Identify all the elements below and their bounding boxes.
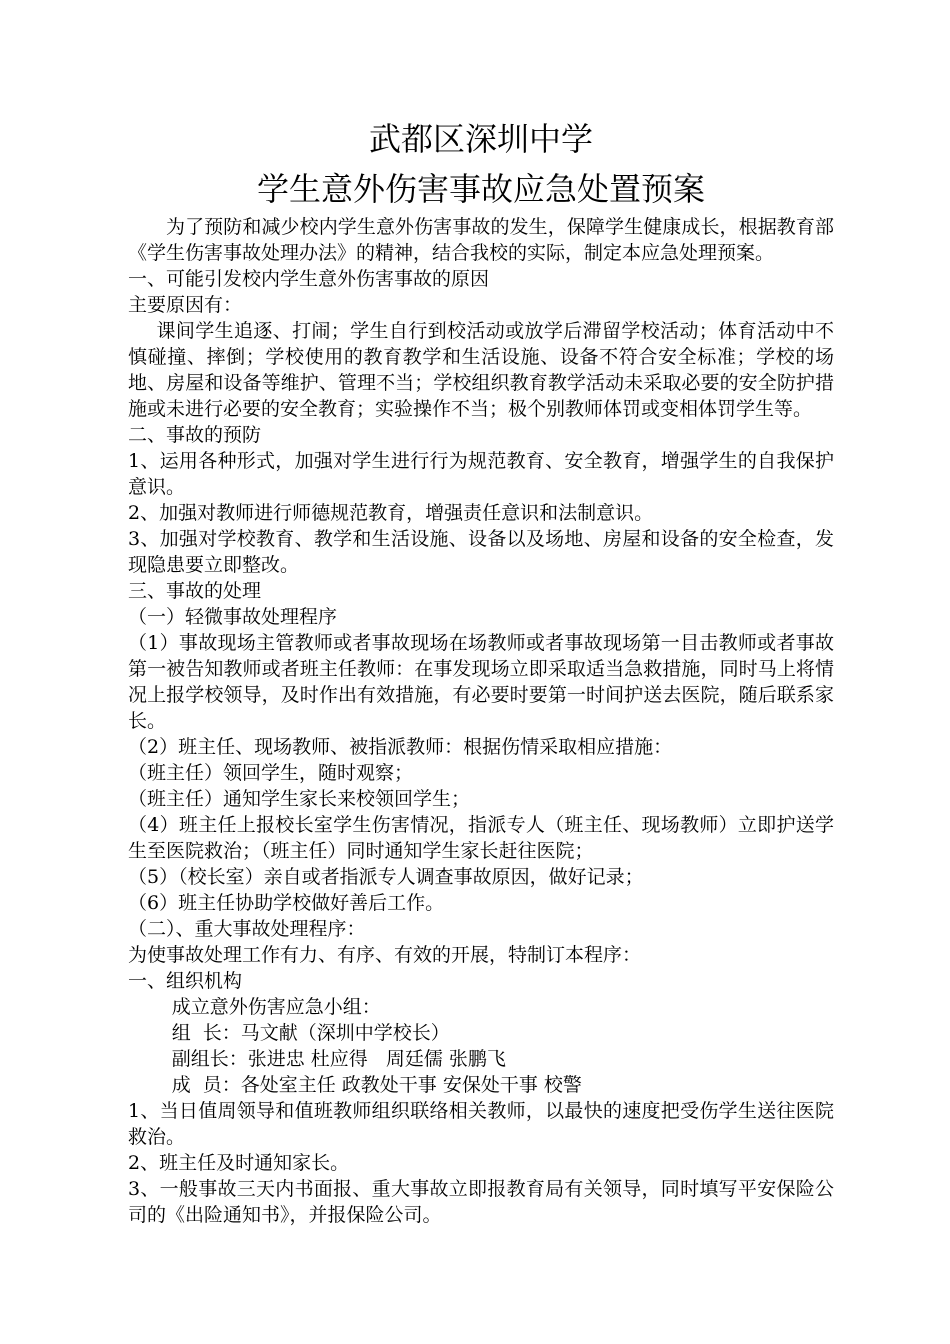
organization-members: 成 员：各处室主任 政教处干事 安保处干事 校警 bbox=[171, 1074, 582, 1096]
prevention-item-3: 3、加强对学校教育、教学和生活设施、设备以及场地、房屋和设备的安全检查，发现隐患要立即整改。 bbox=[128, 528, 834, 576]
major-step-1: 1、当日值周领导和值班教师组织联络相关教师，以最快的速度把受伤学生送往医院救治。 bbox=[128, 1100, 834, 1148]
prevention-item-1: 1、运用各种形式，加强对学生进行行为规范教育、安全教育，增强学生的自我保护意识。 bbox=[128, 450, 834, 498]
organization-leader: 组 长：马文献（深圳中学校长） bbox=[171, 1022, 450, 1044]
major-step-2: 2、班主任及时通知家长。 bbox=[128, 1152, 350, 1174]
subsection-minor-accidents: （一）轻微事故处理程序 bbox=[128, 606, 338, 628]
minor-step-2a: （班主任）领回学生，随时观察； bbox=[128, 762, 414, 784]
document-title-school: 武都区深圳中学 bbox=[368, 120, 593, 158]
major-step-3: 3、一般事故三天内书面报、重大事故立即报教育局有关领导，同时填写平安保险公司的《出险通知书》，并报保险公司。 bbox=[128, 1178, 834, 1226]
minor-step-2b: （班主任）通知学生家长来校领回学生； bbox=[128, 788, 471, 810]
document-page bbox=[128, 110, 834, 1228]
section-heading-handling: 三、事故的处理 bbox=[128, 580, 262, 602]
minor-step-5: （5）（校长室）亲自或者指派专人调查事故原因，做好记录； bbox=[128, 866, 644, 888]
causes-lead: 主要原因有： bbox=[128, 294, 243, 316]
minor-step-4: （4）班主任上报校长室学生伤害情况，指派专人（班主任、现场教师）立即护送学生至医院救治；（班主任）同时通知学生家长赶往医院； bbox=[128, 814, 834, 862]
intro-paragraph: 为了预防和减少校内学生意外伤害事故的发生，保障学生健康成长，根据教育部《学生伤害事故处理办法》的精神，结合我校的实际，制定本应急处理预案。 bbox=[128, 216, 834, 264]
minor-step-1: （1）事故现场主管教师或者事故现场在场教师或者事故现场第一目击教师或者事故第一被告知教师或者班主任教师：在事发现场立即采取适当急救措施，同时马上将情况上报学校领导，及时作出有效措施，有必要时要第一时间护送去医院，随后联系家长。 bbox=[128, 632, 834, 732]
section-heading-causes: 一、可能引发校内学生意外伤害事故的原因 bbox=[128, 268, 490, 290]
document-title-plan: 学生意外伤害事故应急处置预案 bbox=[256, 170, 705, 208]
organization-heading: 一、组织机构 bbox=[128, 970, 243, 992]
subsection-major-accidents: （二）、重大事故处理程序： bbox=[128, 918, 366, 940]
major-intro: 为使事故处理工作有力、有序、有效的开展，特制订本程序： bbox=[128, 944, 642, 966]
prevention-item-2: 2、加强对教师进行师德规范教育，增强责任意识和法制意识。 bbox=[128, 502, 654, 524]
organization-deputy: 副组长：张进忠 杜应得 周廷儒 张鹏飞 bbox=[171, 1048, 506, 1070]
minor-step-2: （2）班主任、现场教师、被指派教师：根据伤情采取相应措施： bbox=[128, 736, 673, 758]
causes-paragraph: 课间学生追逐、打闹；学生自行到校活动或放学后滞留学校活动；体育活动中不慎碰撞、摔倒；学校使用的教育教学和生活设施、设备不符合安全标准；学校的场地、房屋和设备等维护、管理不当；学校组织教育教学活动未采取必要的安全防护措施或未进行必要的安全教育；实验操作不当；极个别教师体罚或变相体罚学生等。 bbox=[128, 320, 834, 420]
minor-step-6: （6）班主任协助学校做好善后工作。 bbox=[128, 892, 445, 914]
section-heading-prevention: 二、事故的预防 bbox=[128, 424, 262, 446]
organization-group: 成立意外伤害应急小组： bbox=[171, 996, 381, 1018]
